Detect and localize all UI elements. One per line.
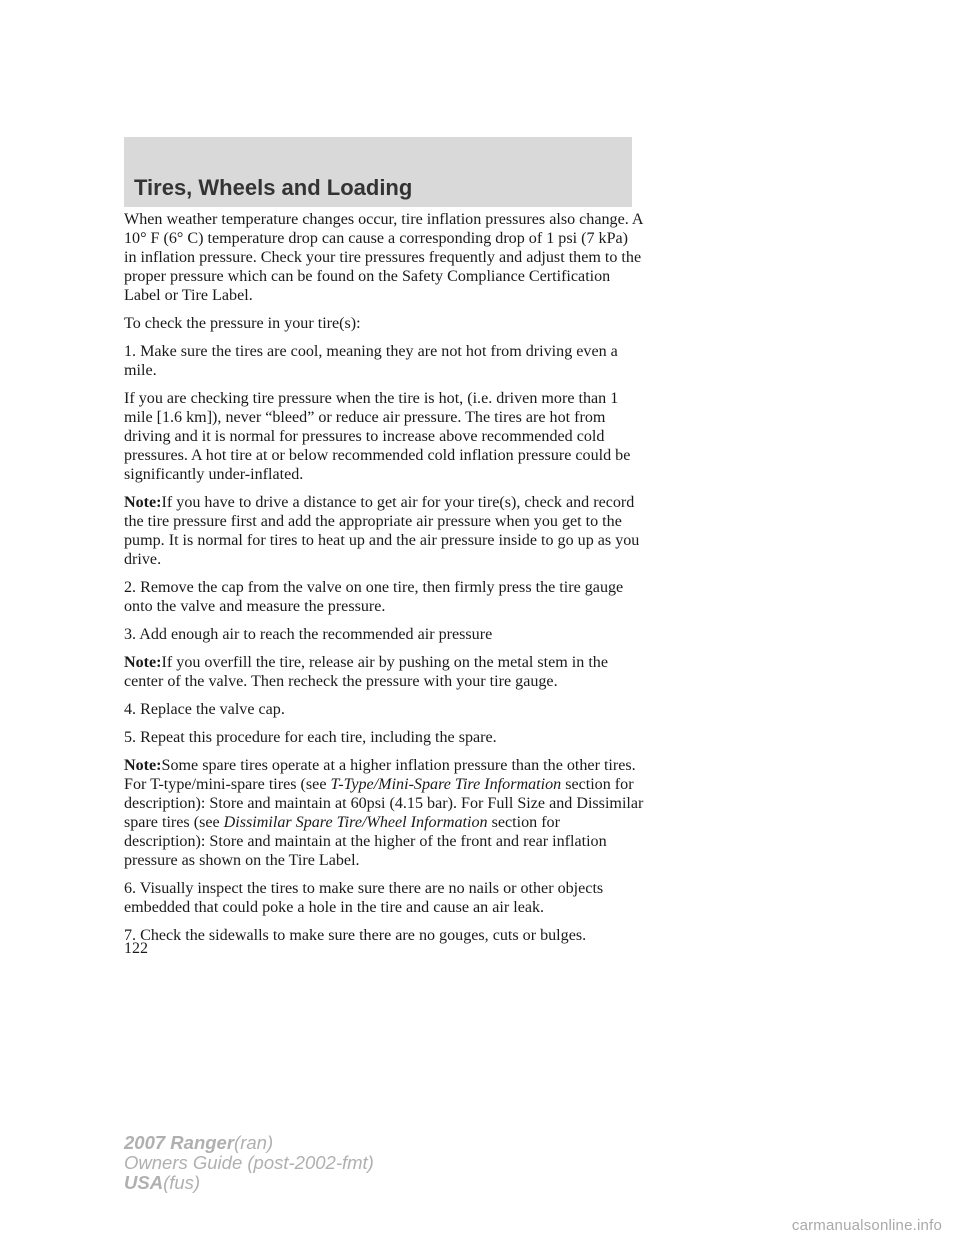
footer-model: 2007 Ranger	[124, 1132, 235, 1153]
paragraph: To check the pressure in your tire(s):	[124, 315, 361, 332]
step-6: 6. Visually inspect the tires to make sure there are no nails or other objects embedded that could poke a hole in the tire and cause an air leak.	[124, 880, 604, 916]
section-title: Tires, Wheels and Loading	[134, 175, 413, 200]
watermark: carmanualsonline.info	[791, 1217, 942, 1234]
step-4: 4. Replace the valve cap.	[124, 701, 285, 718]
note-text: If you have to drive a distance to get air for your tire(s), check and record the tire pressure first and add the appropriate air pressure when you get to the pump. It is normal for tires to heat up and the air pressure inside to go up as you drive.	[124, 494, 640, 568]
note-1	[124, 493, 644, 569]
note-text: section for description): Store and maintain at the higher of the front and rear inflation pressure as shown on the Tire Label.	[124, 814, 607, 869]
section-header	[124, 137, 632, 207]
note-label: Note:	[124, 757, 162, 774]
footer-code: (fus)	[163, 1172, 201, 1193]
step-1: 1. Make sure the tires are cool, meaning they are not hot from driving even a mile.	[124, 343, 618, 379]
note-text: section for description): Store and maintain at 60psi (4.15 bar). For Full Size and Dissimilar spare tires (see	[124, 776, 644, 831]
paragraph: When weather temperature changes occur, tire inflation pressures also change. A 10° F (6° C) temperature drop can cause a corresponding drop of 1 psi (7 kPa) in inflation pressure. Check your tire pressures frequently and adjust them to the proper pressure which can be found on the Safety Compliance Certification Label or Tire Label.	[124, 211, 643, 304]
step-3: 3. Add enough air to reach the recommended air pressure	[124, 626, 493, 643]
note-label: Note:	[124, 494, 162, 511]
document-footer	[124, 1133, 374, 1193]
footer-market: USA	[124, 1172, 164, 1193]
footer-code: (ran)	[234, 1132, 274, 1153]
footer-line	[124, 1173, 374, 1193]
step-7: 7. Check the sidewalls to make sure there are no gouges, cuts or bulges.	[124, 927, 587, 944]
footer-line: Owners Guide (post-2002-fmt)	[124, 1152, 374, 1173]
note-text: If you overfill the tire, release air by pushing on the metal stem in the center of the valve. Then recheck the pressure with your tire gauge.	[124, 654, 608, 690]
cross-reference: T-Type/Mini-Spare Tire Information	[330, 776, 562, 793]
page-number: 122	[124, 940, 148, 957]
note-2	[124, 653, 644, 691]
page-body	[124, 210, 644, 954]
footer-line	[124, 1133, 374, 1153]
step-5: 5. Repeat this procedure for each tire, including the spare.	[124, 729, 497, 746]
cross-reference: Dissimilar Spare Tire/Wheel Information	[223, 814, 488, 831]
note-3	[124, 756, 644, 870]
note-text: Some spare tires operate at a higher inflation pressure than the other tires. For T-type/mini-spare tires (see	[124, 757, 636, 793]
step-2: 2. Remove the cap from the valve on one tire, then firmly press the tire gauge onto the valve and measure the pressure.	[124, 579, 624, 615]
note-label: Note:	[124, 654, 162, 671]
paragraph: If you are checking tire pressure when the tire is hot, (i.e. driven more than 1 mile [1.6 km]), never “bleed” or reduce air pressure. The tires are hot from driving and it is normal for pressures to increase above recommended cold pressures. A hot tire at or below recommended cold inflation pressure could be significantly under-inflated.	[124, 390, 631, 483]
